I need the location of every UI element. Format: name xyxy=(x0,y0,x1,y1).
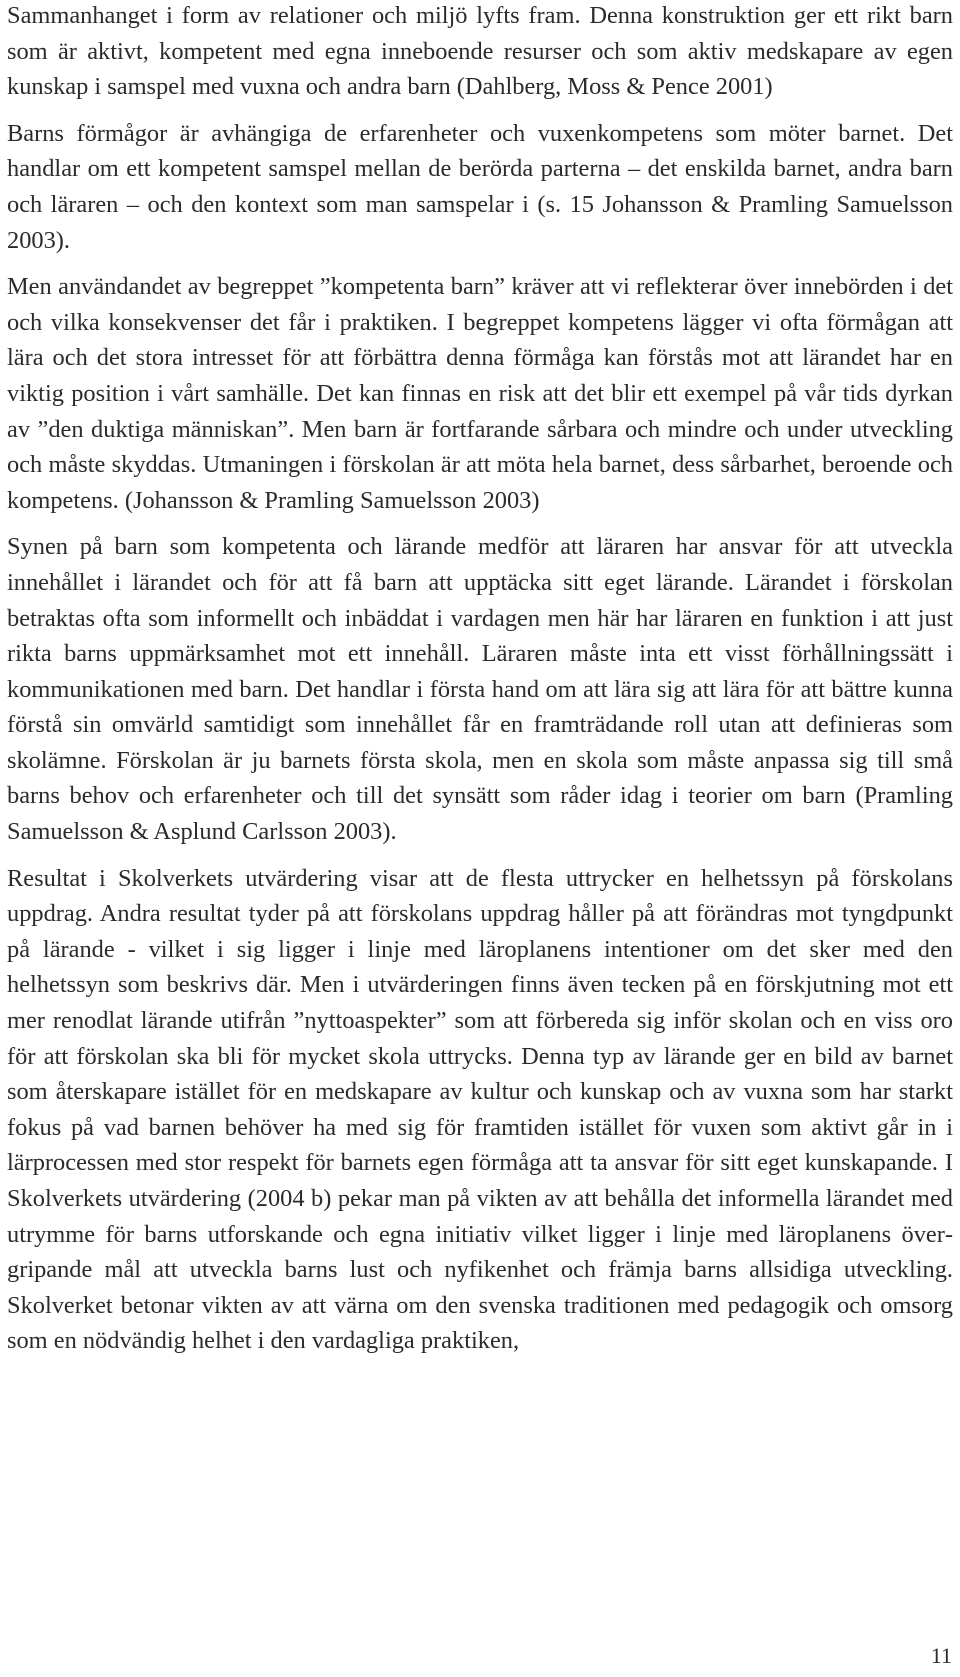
page-number: 11 xyxy=(930,1643,952,1668)
paragraph-2: Barns förmågor är avhängiga de erfarenheter och vuxenkompetens som möter barnet. Det handlar om ett kompetent samspel mellan de berörda parterna – det enskilda barnet, andra barn och läraren – och den kontext som man samspelar i (s. 15 Johansson & Pramling Samuelsson 2003). xyxy=(7,119,953,254)
paragraph-5: Resultat i Skolverkets utvärdering visar att de flesta uttrycker en helhetssyn på förskolans uppdrag. Andra resultat tyder på att förskolans uppdrag håller på att förändras mot tyngdpunkt på lärande - vilket i sig ligger i linje med läroplanens intentioner om det sker med den helhetssyn som beskrivs där. Men i utvärderingen finns även tecken på en förskjutning mot ett mer renodlat lärande utifrån ”nyttoaspekter” som att förbereda sig inför skolan och en viss oro för att förskolan ska bli för mycket skola uttrycks. Denna typ av lärande ger en bild av barnet som återskapare istället för en medskapare av kultur och kunskap och av vuxna som har starkt fokus på vad barnen behöver ha med sig för framtiden istället för vuxen som aktivt går in i lärprocessen med stor respekt för barnets egen förmåga att ta ansvar för sitt eget kunskapande. I Skolverkets utvärdering (2004 b) pekar man på vikten av att behålla det informella lärandet med utrymme för barns utforskande och egna initiativ vilket ligger i linje med läroplanens övergripande mål att utveckla barns lust och nyfikenhet och främja barns allsidiga utveckling. Skolverket betonar vikten av att värna om den svenska traditionen med pedagogik och omsorg som en nödvändig helhet i den vardagliga praktiken, xyxy=(7,864,953,1355)
body-text xyxy=(7,0,953,1359)
paragraph-1: Sammanhanget i form av relationer och miljö lyfts fram. Denna konstruktion ger ett rikt barn som är aktivt, kompetent med egna inneboende resurser och som aktiv medskapare av egen kunskap i samspel med vuxna och andra barn (Dahlberg, Moss & Pence 2001) xyxy=(7,2,953,101)
paragraph-3: Men användandet av begreppet ”kompetenta barn” kräver att vi reflekterar över innebörden i det och vilka konsekvenser det får i praktiken. I begreppet kompetens lägger vi ofta förmågan att lära och det stora intresset för att förbättra denna förmåga kan förstås mot att lärandet har en viktig position i vårt samhälle. Det kan finnas en risk att det blir ett exempel på vår tids dyrkan av ”den duktiga människan”. Men barn är fortfarande sårbara och mindre och under utveckling och måste skyddas. Utmaningen i förskolan är att möta hela barnet, dess sårbarhet, beroende och kompetens. (Johansson & Pramling Samuelsson 2003) xyxy=(7,273,953,514)
paragraph-4: Synen på barn som kompetenta och lärande medför att läraren har ansvar för att utveckla innehållet i lärandet och för att få barn att upptäcka sitt eget lärande. Lärandet i förskolan betraktas ofta som informellt och inbäddat i vardagen men här har läraren en funktion i att just rikta barns uppmärksamhet mot ett innehåll. Läraren måste inta ett visst förhållningssätt i kommunikationen med barn. Det handlar i första hand om att lära sig att lära för att bättre kunna förstå sin omvärld samtidigt som innehållet får en framträdande roll utan att definieras som skolämne. Förskolan är ju barnets första skola, men en skola som måste anpassa sig till små barns behov och erfarenheter och till det synsätt som råder idag i teorier om barn (Pramling Samuelsson & Asplund Carlsson 2003). xyxy=(7,533,953,846)
